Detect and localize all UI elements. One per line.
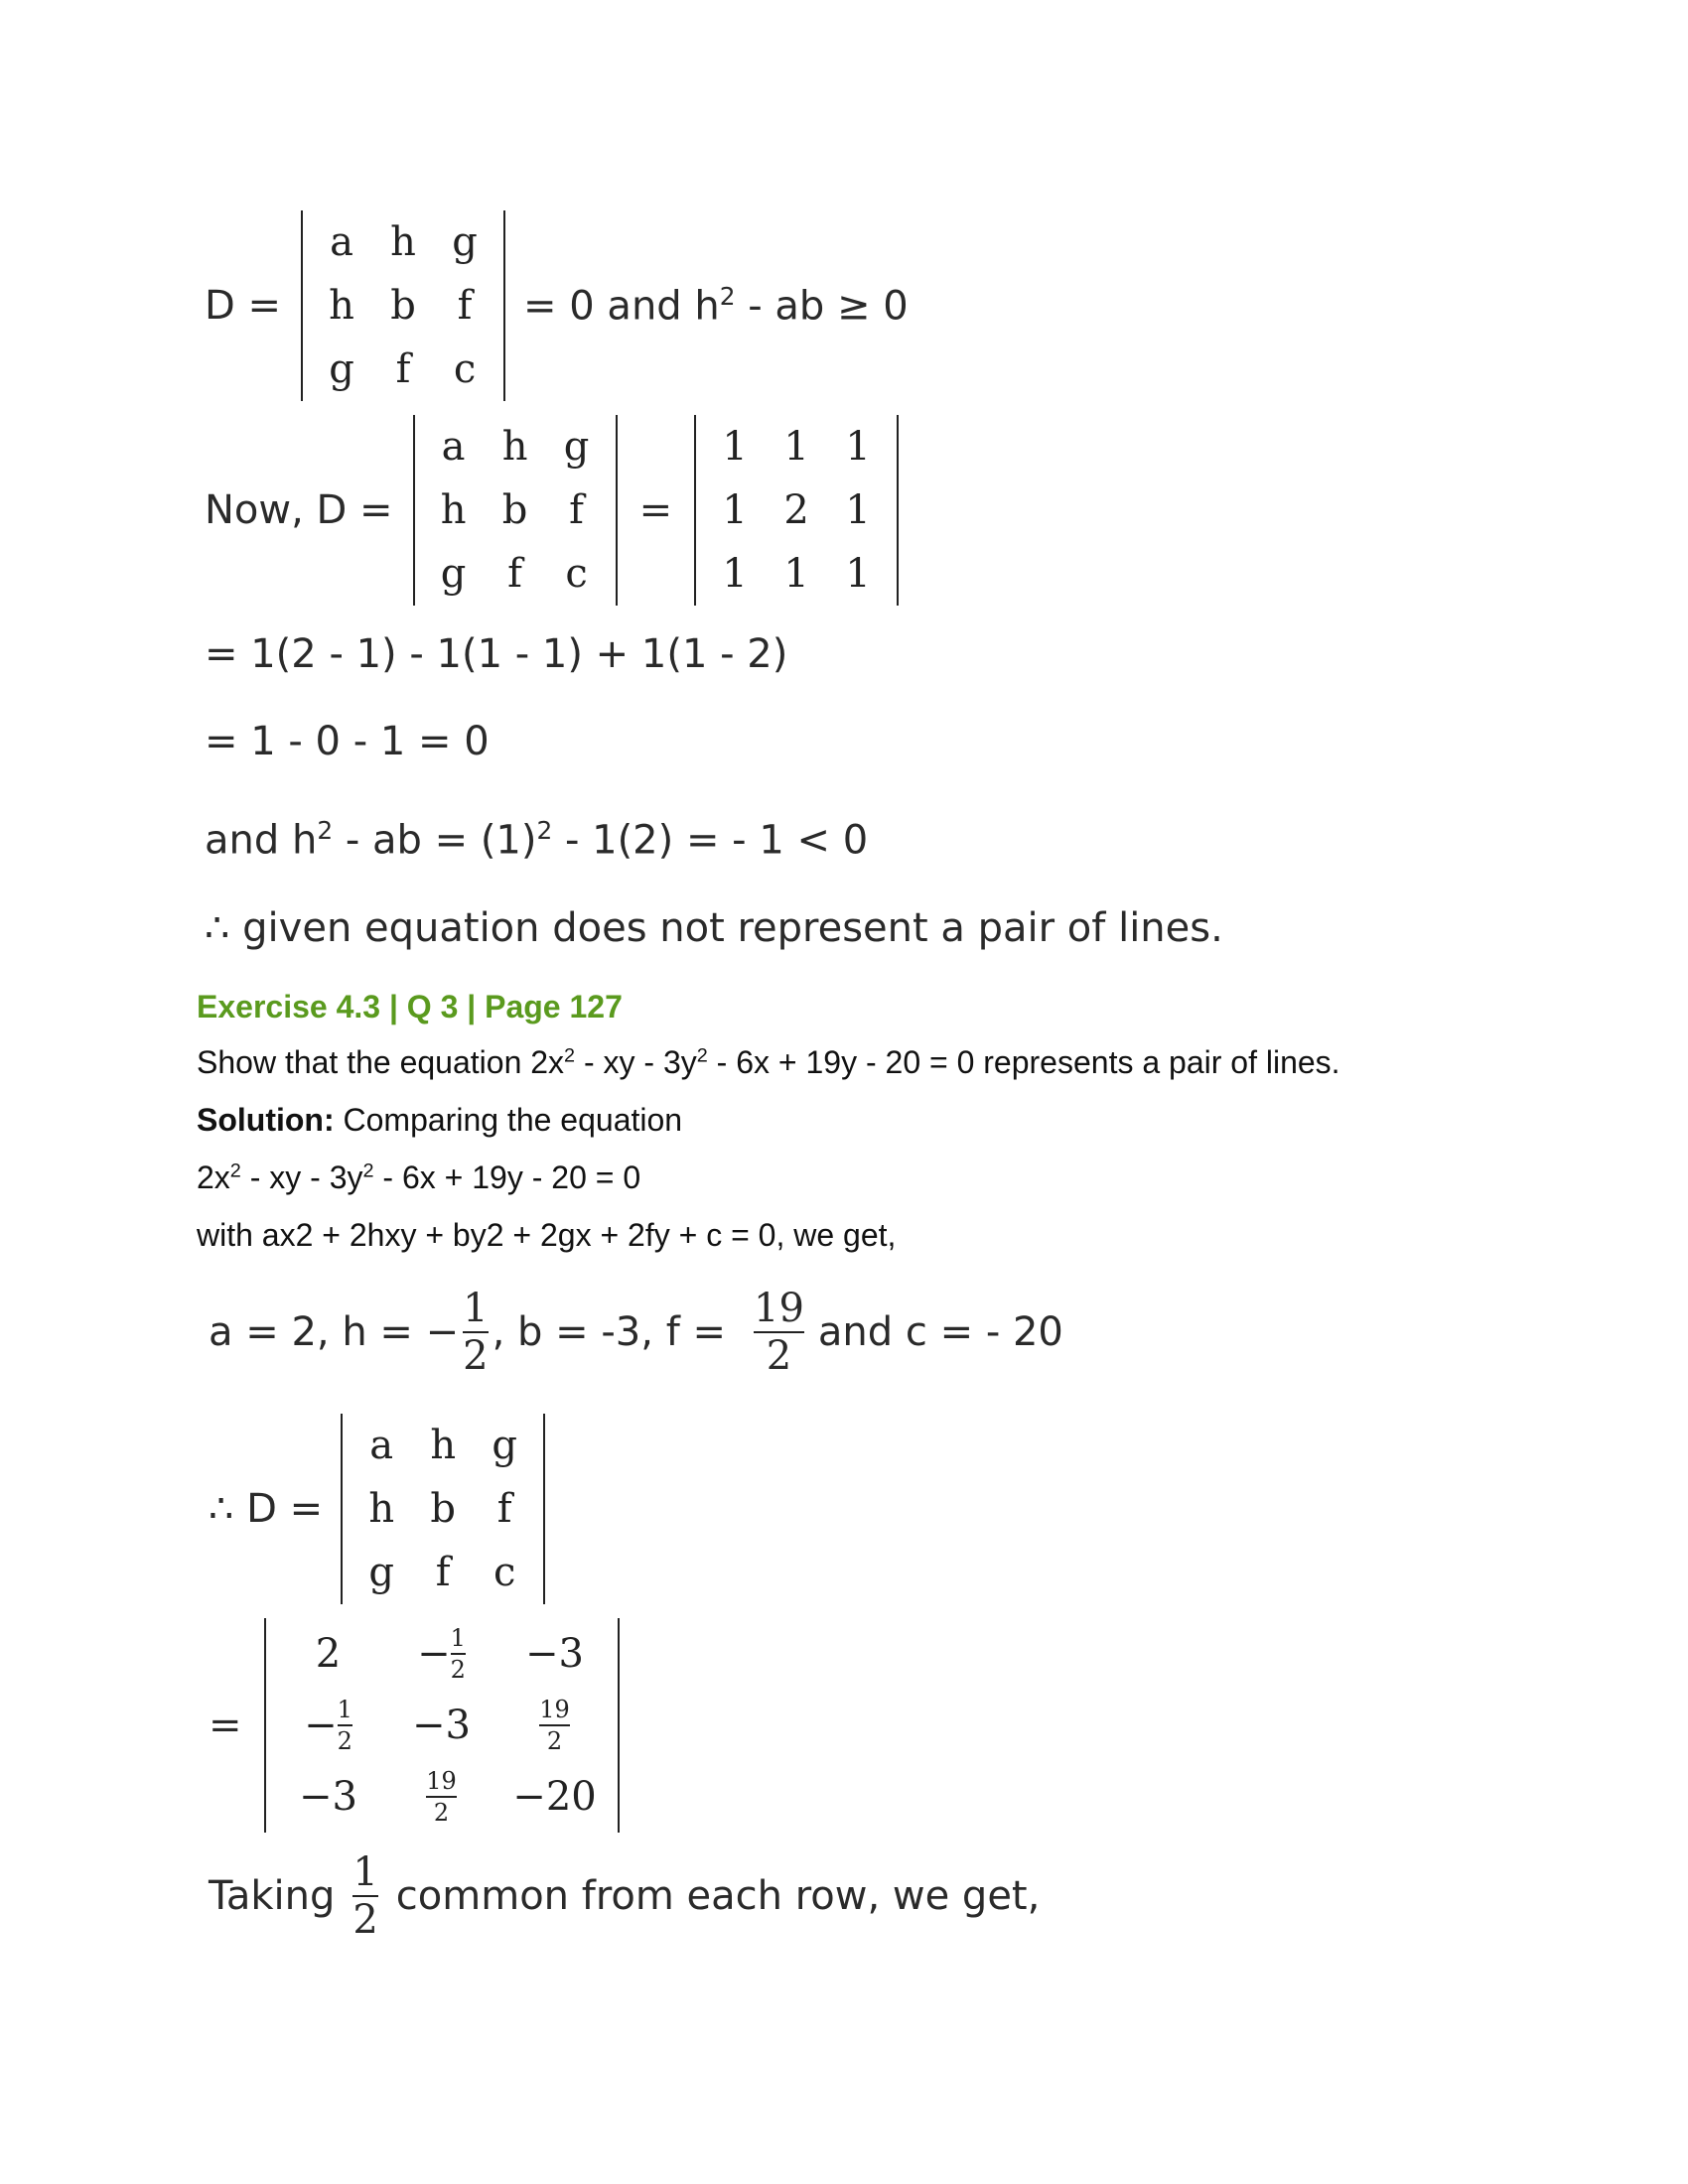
matrix-cell: f — [457, 283, 473, 329]
matrix-cell: 1 — [722, 424, 748, 470]
condition-line: and $h^2$ - ab = $(1)^2 - 1(2)$ = - 1 < 0 — [205, 816, 869, 864]
matrix-cell: c — [565, 551, 588, 597]
symbolic-matrix — [413, 415, 618, 606]
determinant-matrix — [341, 1414, 545, 1604]
solution-line: Solution: Comparing the equation — [197, 1102, 683, 1138]
numeric-matrix — [694, 415, 899, 606]
result-line: = 1 - 0 - 1 = 0 — [205, 719, 490, 764]
coefficient-values: a = 2, h = − $\frac{1}{2}$ , b = -3, f = $\frac{19}{2}$ and c = - 20 — [209, 1286, 1063, 1379]
matrix-cell: a — [441, 424, 466, 470]
d-label: D = — [205, 283, 282, 329]
taking-common-line: Taking $\frac{1}{2}$ common from each row, we get, — [209, 1849, 1041, 1943]
determinant-matrix — [301, 210, 505, 401]
matrix-cell: c — [493, 1550, 516, 1595]
matrix-cell: f — [435, 1550, 451, 1595]
matrix-cell: − $\frac{1}{2}$ — [304, 1696, 352, 1755]
matrix-cell: a — [330, 219, 353, 265]
matrix-cell: 1 — [722, 551, 748, 597]
matrix-cell: f — [496, 1486, 512, 1532]
question-text: Show that the equation $2x^2$ - xy - $3y^2 - 6x + 19y - 20 = 0$ represents a pair of lines. — [197, 1044, 1340, 1080]
matrix-cell: 2 — [315, 1631, 342, 1677]
matrix-cell: h — [390, 219, 416, 265]
matrix-cell: h — [329, 283, 354, 329]
determinant-evaluation — [205, 415, 899, 606]
therefore-determinant — [209, 1414, 545, 1604]
matrix-cell: −3 — [299, 1774, 357, 1820]
matrix-cell: 1 — [783, 424, 809, 470]
equation-line: $2x^2$ - xy - $3y^2 - 6x + 19y - 20 = 0$ — [197, 1160, 641, 1195]
matrix-cell: 1 — [845, 551, 871, 597]
matrix-cell: b — [501, 487, 528, 533]
equals-sign: = — [638, 487, 673, 533]
substituted-determinant — [209, 1618, 620, 1833]
matrix-cell: g — [563, 424, 590, 470]
matrix-cell: f — [569, 487, 584, 533]
f-fraction: $\frac{19}{2}$ — [754, 1286, 804, 1379]
matrix-cell: g — [492, 1423, 517, 1468]
matrix-cell: f — [507, 551, 522, 597]
matrix-cell: h — [440, 487, 467, 533]
matrix-cell: h — [368, 1486, 395, 1532]
exercise-heading: Exercise 4.3 | Q 3 | Page 127 — [197, 989, 623, 1024]
matrix-cell: g — [452, 219, 478, 265]
matrix-cell: 1 — [845, 487, 871, 533]
matrix-cell: g — [329, 346, 354, 392]
condition-text: = 0 and $h^2$ - ab ≥ 0 — [523, 282, 909, 330]
matrix-cell: −20 — [512, 1774, 597, 1820]
matrix-cell: h — [501, 424, 528, 470]
half-fraction: $\frac{1}{2}$ — [352, 1849, 378, 1943]
matrix-cell: − $\frac{1}{2}$ — [417, 1624, 466, 1684]
equals-sign: = — [209, 1703, 242, 1748]
matrix-cell: 1 — [722, 487, 748, 533]
matrix-cell: a — [369, 1423, 394, 1468]
matrix-cell: 2 — [783, 487, 809, 533]
solution-label: Solution: — [197, 1102, 335, 1138]
comparison-line: with ax2 + 2hxy + by2 + 2gx + 2fy + c = 0, we get, — [197, 1217, 897, 1253]
matrix-cell: b — [390, 283, 416, 329]
now-d-label: Now, D = — [205, 487, 393, 533]
matrix-cell: c — [453, 346, 477, 392]
matrix-cell: g — [368, 1550, 394, 1595]
matrix-cell: $\frac{19}{2}$ — [426, 1767, 457, 1827]
therefore-d-label: ∴ D = — [209, 1486, 324, 1532]
matrix-cell: $\frac{19}{2}$ — [539, 1696, 570, 1755]
matrix-cell: 1 — [845, 424, 871, 470]
matrix-cell: g — [440, 551, 467, 597]
matrix-cell: b — [430, 1486, 456, 1532]
determinant-condition — [205, 210, 909, 401]
matrix-cell: h — [430, 1423, 457, 1468]
conclusion-line: ∴ given equation does not represent a pair of lines. — [205, 905, 1223, 951]
matrix-cell: −3 — [525, 1631, 584, 1677]
h-fraction: $\frac{1}{2}$ — [463, 1286, 489, 1379]
matrix-cell: 1 — [783, 551, 809, 597]
matrix-cell: f — [395, 346, 411, 392]
numeric-fraction-matrix — [264, 1618, 620, 1833]
matrix-cell: −3 — [412, 1703, 471, 1748]
expansion-line: = 1(2 - 1) - 1(1 - 1) + 1(1 - 2) — [205, 631, 788, 677]
